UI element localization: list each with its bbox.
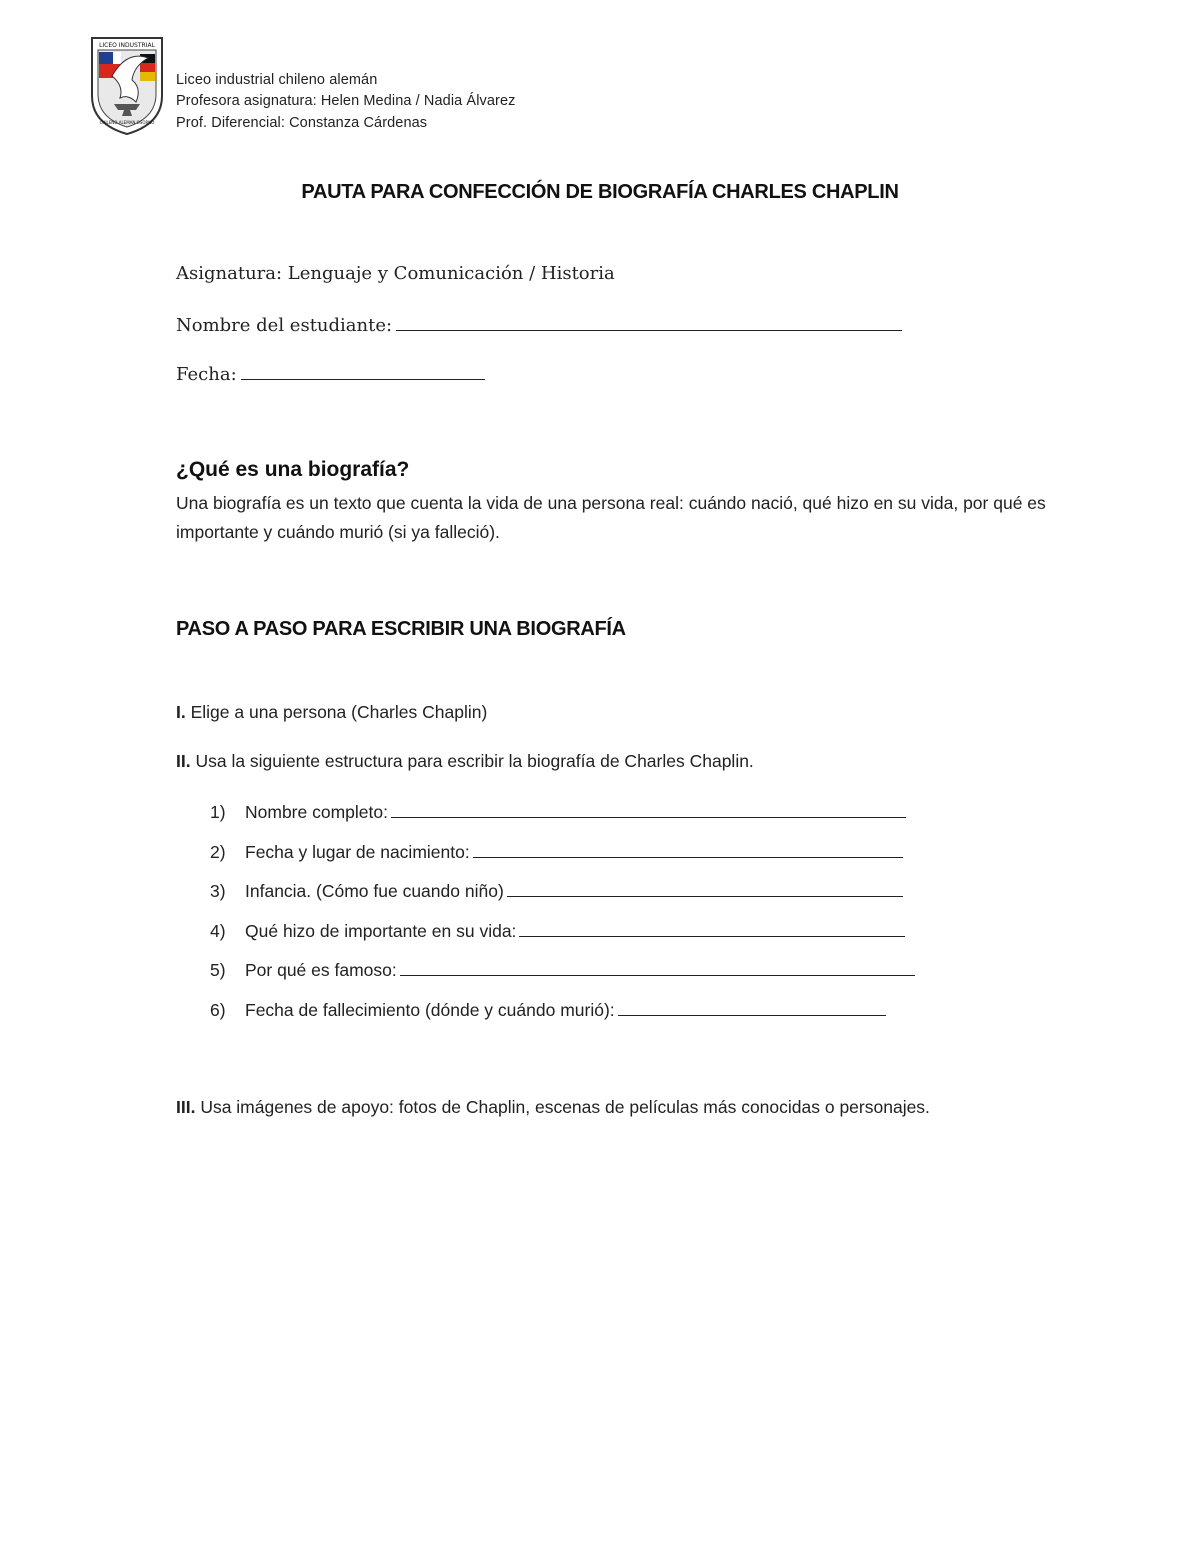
- student-name-row: [176, 312, 902, 336]
- structure-item: [210, 841, 903, 863]
- document-title: PAUTA PARA CONFECCIÓN DE BIOGRAFÍA CHARLES CHAPLIN: [301, 181, 899, 203]
- differential-teacher-line: Prof. Diferencial: Constanza Cárdenas: [176, 115, 428, 131]
- item-label: Fecha y lugar de nacimiento:: [245, 842, 470, 862]
- answer-blank[interactable]: [400, 959, 915, 976]
- answer-blank[interactable]: [473, 841, 903, 858]
- date-label: Fecha:: [176, 364, 237, 385]
- structure-item: [210, 880, 903, 902]
- structure-item: [210, 999, 886, 1021]
- item-number: 5): [210, 960, 226, 980]
- date-blank[interactable]: [241, 361, 485, 380]
- item-label: Nombre completo:: [245, 802, 388, 822]
- step-numeral: II.: [176, 751, 191, 771]
- item-number: 1): [210, 802, 226, 822]
- subject-line: Asignatura: Lenguaje y Comunicación / Historia: [176, 263, 615, 284]
- step-numeral: I.: [176, 702, 186, 722]
- student-name-blank[interactable]: [396, 312, 902, 331]
- intro-heading: ¿Qué es una biografía?: [176, 458, 410, 481]
- student-name-label: Nombre del estudiante:: [176, 315, 393, 336]
- item-label: Fecha de fallecimiento (dónde y cuándo murió):: [245, 1000, 615, 1020]
- date-row: [176, 361, 485, 385]
- answer-blank[interactable]: [507, 880, 903, 897]
- school-name: Liceo industrial chileno alemán: [176, 72, 378, 88]
- item-number: 3): [210, 881, 226, 901]
- item-number: 4): [210, 921, 226, 941]
- structure-item: [210, 959, 915, 981]
- item-label: Qué hizo de importante en su vida:: [245, 921, 517, 941]
- step-numeral: III.: [176, 1097, 196, 1117]
- item-number: 6): [210, 1000, 226, 1020]
- structure-item: [210, 920, 905, 942]
- answer-blank[interactable]: [618, 999, 886, 1016]
- answer-blank[interactable]: [519, 920, 905, 937]
- intro-paragraph: Una biografía es un texto que cuenta la vida de una persona real: cuándo nació, qué hizo en su vida, por qué es importante y cuándo murió (si ya falleció).: [176, 493, 1046, 542]
- step-text: Elige a una persona (Charles Chaplin): [185, 702, 488, 722]
- svg-text:CHILENO ALEMAN OSORNO: CHILENO ALEMAN OSORNO: [99, 120, 155, 125]
- item-label: Por qué es famoso:: [245, 960, 397, 980]
- crest-icon: [90, 36, 164, 136]
- answer-blank[interactable]: [391, 801, 906, 818]
- step-1: [176, 702, 487, 723]
- step-2: [176, 751, 754, 772]
- step-3: [176, 1097, 930, 1118]
- item-label: Infancia. (Cómo fue cuando niño): [245, 881, 504, 901]
- structure-item: [210, 801, 906, 823]
- teachers-line: Profesora asignatura: Helen Medina / Nadia Álvarez: [176, 93, 516, 109]
- step-text: Usa imágenes de apoyo: fotos de Chaplin, escenas de películas más conocidas o personajes.: [195, 1097, 930, 1117]
- steps-heading: PASO A PASO PARA ESCRIBIR UNA BIOGRAFÍA: [176, 618, 626, 640]
- step-text: Usa la siguiente estructura para escribir la biografía de Charles Chaplin.: [190, 751, 754, 771]
- item-number: 2): [210, 842, 226, 862]
- svg-text:LICEO INDUSTRIAL: LICEO INDUSTRIAL: [99, 42, 155, 49]
- school-crest: [90, 36, 164, 136]
